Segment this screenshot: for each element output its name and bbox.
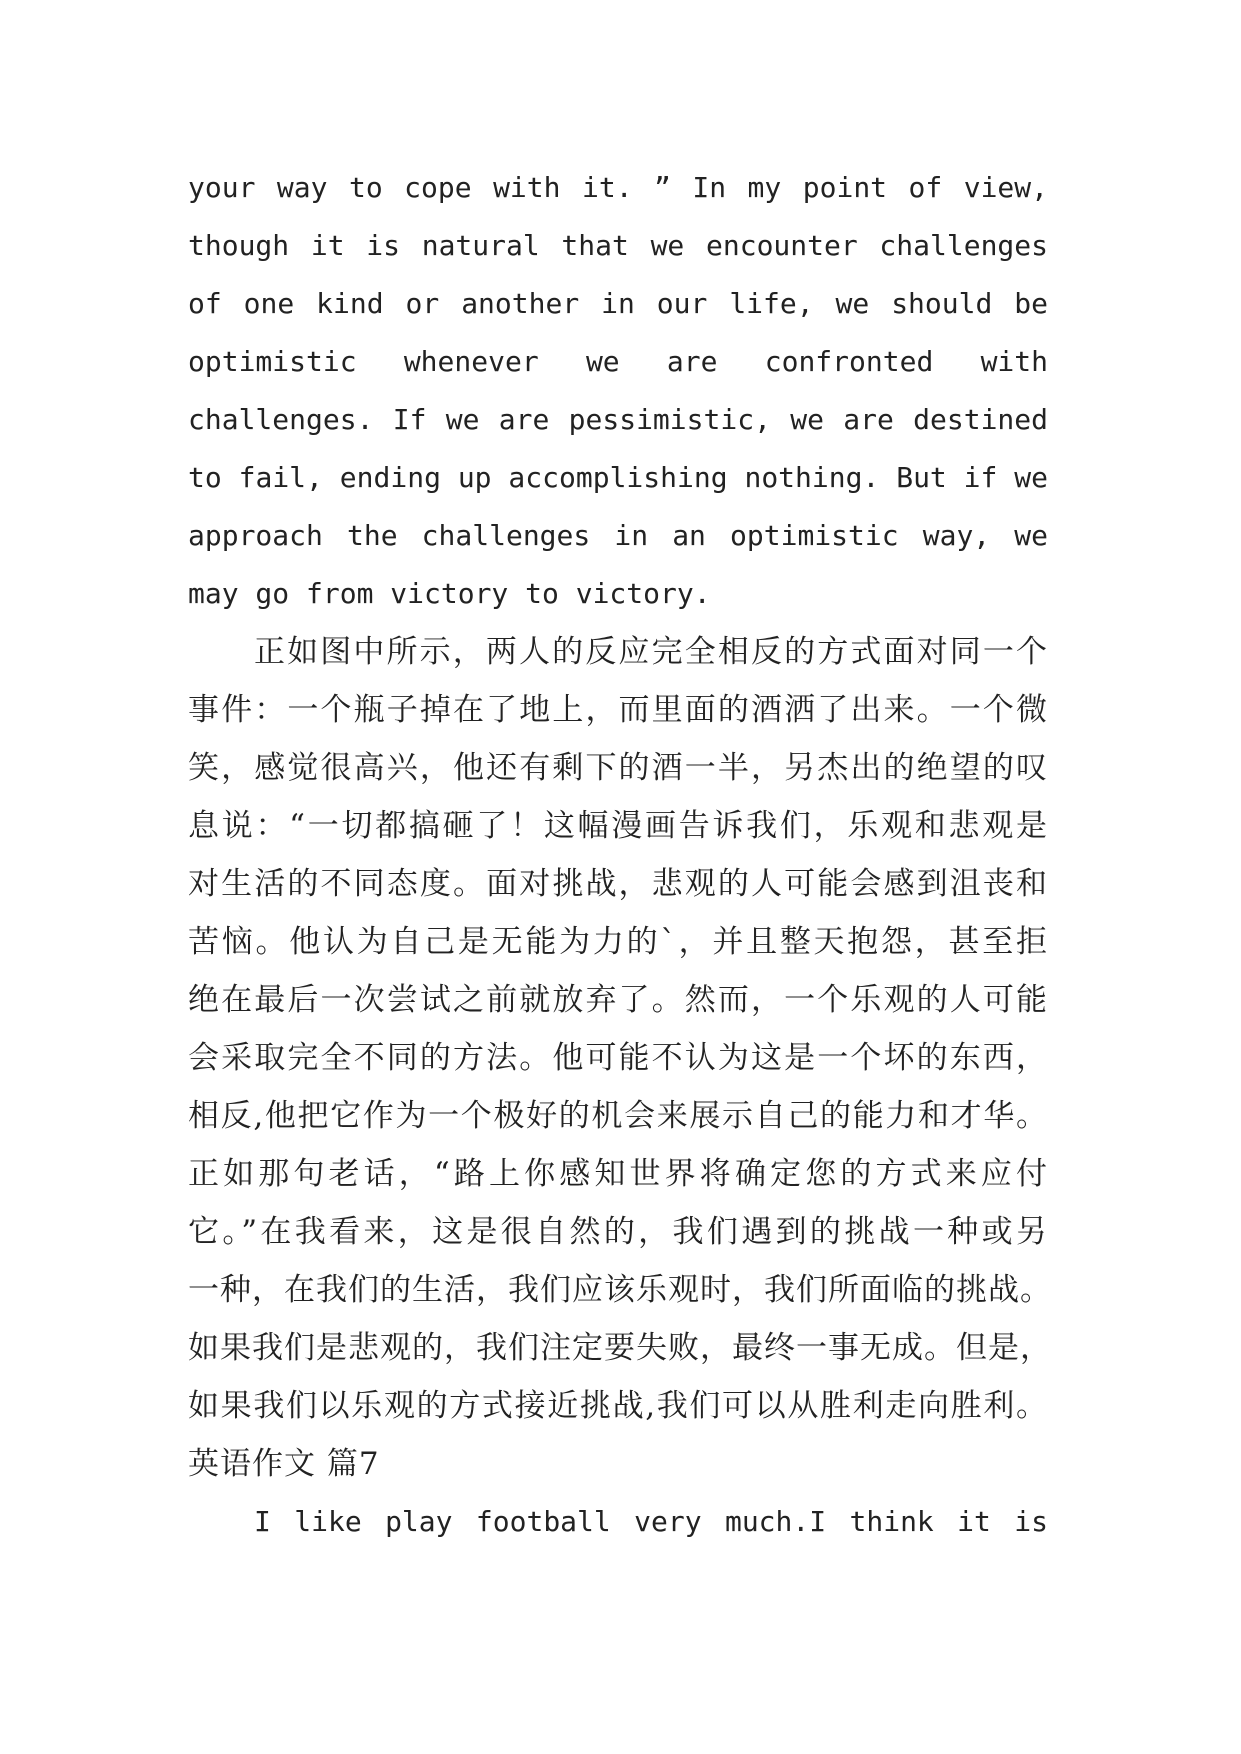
english-line-2: though it is natural that we encounter challenges: [188, 229, 1048, 262]
english-line-4: optimistic whenever we are confronted with: [188, 345, 1048, 378]
chinese-line-7: 绝在最后一次尝试之前就放弃了。然而，一个乐观的人可能: [188, 982, 1048, 1018]
chinese-line-6: 苦恼。他认为自己是无能为力的`，并且整天抱怨，甚至拒: [188, 924, 1048, 960]
chinese-line-14: 如果我们以乐观的方式接近挑战,我们可以从胜利走向胜利。: [188, 1388, 1048, 1424]
chinese-line-5: 对生活的不同态度。面对挑战，悲观的人可能会感到沮丧和: [188, 866, 1048, 902]
chinese-line-9: 相反,他把它作为一个极好的机会来展示自己的能力和才华。: [188, 1098, 1048, 1134]
chinese-line-10: 正如那句老话，“路上你感知世界将确定您的方式来应付: [188, 1156, 1048, 1192]
chinese-line-8: 会采取完全不同的方法。他可能不认为这是一个坏的东西，: [188, 1040, 1048, 1076]
next-paragraph-line-1: I like play football very much.I think it is: [254, 1505, 1048, 1538]
chinese-line-12: 一种，在我们的生活，我们应该乐观时，我们所面临的挑战。: [188, 1272, 1052, 1308]
chinese-line-11: 它。”在我看来，这是很自然的，我们遇到的挑战一种或另: [188, 1214, 1048, 1250]
chinese-line-3: 笑，感觉很高兴，他还有剩下的酒一半，另杰出的绝望的叹: [188, 750, 1048, 786]
english-line-8: may go from victory to victory.: [188, 577, 711, 610]
english-line-6: to fail, ending up accomplishing nothing. But if we: [188, 461, 1048, 494]
chinese-line-4: 息说：“一切都搞砸了！这幅漫画告诉我们，乐观和悲观是: [188, 808, 1048, 844]
english-line-3: of one kind or another in our life, we should be: [188, 287, 1048, 320]
section-heading: 英语作文 篇7: [188, 1446, 380, 1482]
chinese-line-2: 事件：一个瓶子掉在了地上，而里面的酒洒了出来。一个微: [188, 692, 1048, 728]
english-line-1: your way to cope with it. ” In my point of view,: [188, 171, 1048, 204]
chinese-line-13: 如果我们是悲观的，我们注定要失败，最终一事无成。但是，: [188, 1330, 1052, 1366]
english-line-5: challenges. If we are pessimistic, we are destined: [188, 403, 1048, 436]
chinese-line-1: 正如图中所示，两人的反应完全相反的方式面对同一个: [254, 634, 1048, 670]
english-line-7: approach the challenges in an optimistic way, we: [188, 519, 1048, 552]
